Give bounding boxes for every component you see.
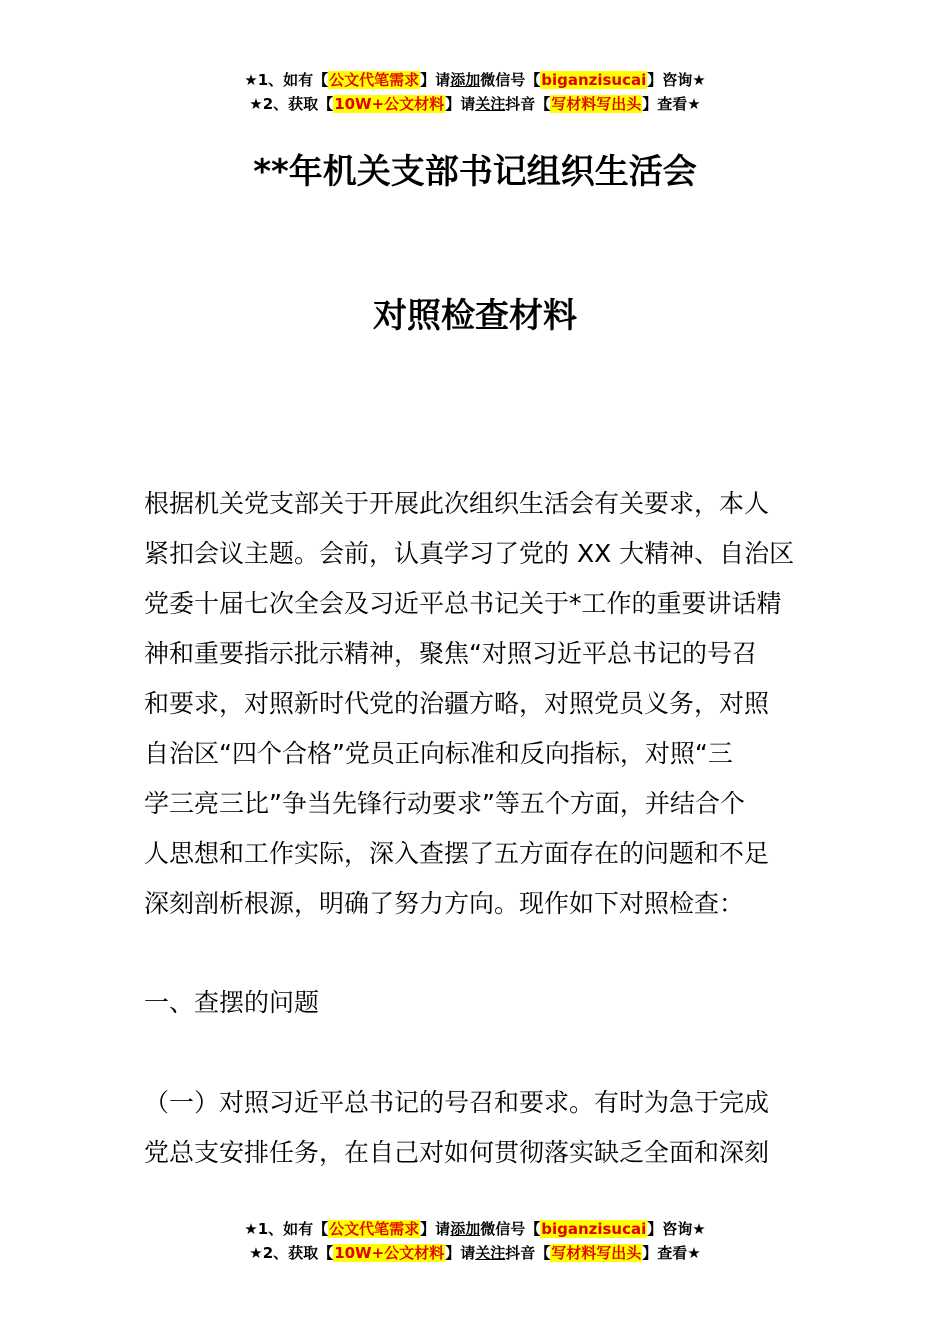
banner-text: 】咨询★ — [647, 1220, 706, 1238]
paragraph-line: 深刻剖析根源，明确了努力方向。现作如下对照检查： — [144, 889, 745, 918]
intro-paragraph — [144, 479, 808, 929]
highlight-douyin-id: 写材料写出头 — [551, 1244, 642, 1262]
banner-text: ★1、如有【 — [244, 1220, 329, 1238]
section-heading — [144, 978, 808, 1028]
banner-text: 抖音【 — [505, 1244, 551, 1262]
banner-text: 】咨询★ — [647, 71, 706, 89]
banner-text: 】请 — [420, 1220, 451, 1238]
banner-text: 微信号【 — [480, 1220, 541, 1238]
subsection-paragraph — [144, 1078, 808, 1178]
highlight-service: 公文代笔需求 — [329, 1220, 420, 1238]
paragraph-line: 和要求，对照新时代党的治疆方略，对照党员义务，对照 — [144, 689, 770, 718]
banner-text: ★1、如有【 — [244, 71, 329, 89]
banner-line-2 — [0, 92, 950, 116]
banner-text: ★2、获取【 — [249, 95, 334, 113]
paragraph-line: （一）对照习近平总书记的号召和要求。有时为急于完成 — [144, 1088, 770, 1117]
document-title-line-1: **年机关支部书记组织生活会 — [253, 152, 697, 192]
paragraph-line: 学三亮三比”争当先锋行动要求”等五个方面，并结合个 — [144, 789, 745, 818]
bottom-banner — [0, 1217, 950, 1265]
highlight-douyin-id: 写材料写出头 — [551, 95, 642, 113]
paragraph-line: 根据机关党支部关于开展此次组织生活会有关要求，本人 — [144, 489, 770, 518]
paragraph-line: 党委十届七次全会及习近平总书记关于*工作的重要讲话精 — [144, 589, 782, 618]
highlight-materials: 10W+公文材料 — [334, 95, 445, 113]
underlined-text: 关注 — [475, 95, 506, 113]
highlight-service: 公文代笔需求 — [329, 71, 420, 89]
paragraph-line: 党总支安排任务，在自己对如何贯彻落实缺乏全面和深刻 — [144, 1138, 770, 1167]
underlined-text: 关注 — [475, 1244, 506, 1262]
banner-text: 】请 — [445, 95, 476, 113]
banner-text: 】查看★ — [642, 1244, 701, 1262]
banner-text: 】查看★ — [642, 95, 701, 113]
highlight-wechat-id: biganzisucai — [541, 1220, 647, 1238]
highlight-materials: 10W+公文材料 — [334, 1244, 445, 1262]
banner-text: 抖音【 — [505, 95, 551, 113]
banner-line-1 — [0, 68, 950, 92]
top-banner — [0, 68, 950, 116]
banner-text: 】请 — [420, 71, 451, 89]
banner-text: 微信号【 — [480, 71, 541, 89]
underlined-text: 添加 — [450, 71, 481, 89]
underlined-text: 添加 — [450, 1220, 481, 1238]
paragraph-line: 自治区“四个合格”党员正向标准和反向指标，对照“三 — [144, 739, 733, 768]
paragraph-line: 紧扣会议主题。会前，认真学习了党的 XX 大精神、自治区 — [144, 539, 795, 568]
paragraph-line: 人思想和工作实际，深入查摆了五方面存在的问题和不足 — [144, 839, 770, 868]
banner-text: 】请 — [445, 1244, 476, 1262]
banner-line-1 — [0, 1217, 950, 1241]
document-title-line-2: 对照检查材料 — [373, 296, 577, 336]
banner-text: ★2、获取【 — [249, 1244, 334, 1262]
banner-line-2 — [0, 1241, 950, 1265]
paragraph-line: 神和重要指示批示精神，聚焦“对照习近平总书记的号召 — [144, 639, 757, 668]
highlight-wechat-id: biganzisucai — [541, 71, 647, 89]
section-heading-text: 一、查摆的问题 — [144, 988, 320, 1017]
